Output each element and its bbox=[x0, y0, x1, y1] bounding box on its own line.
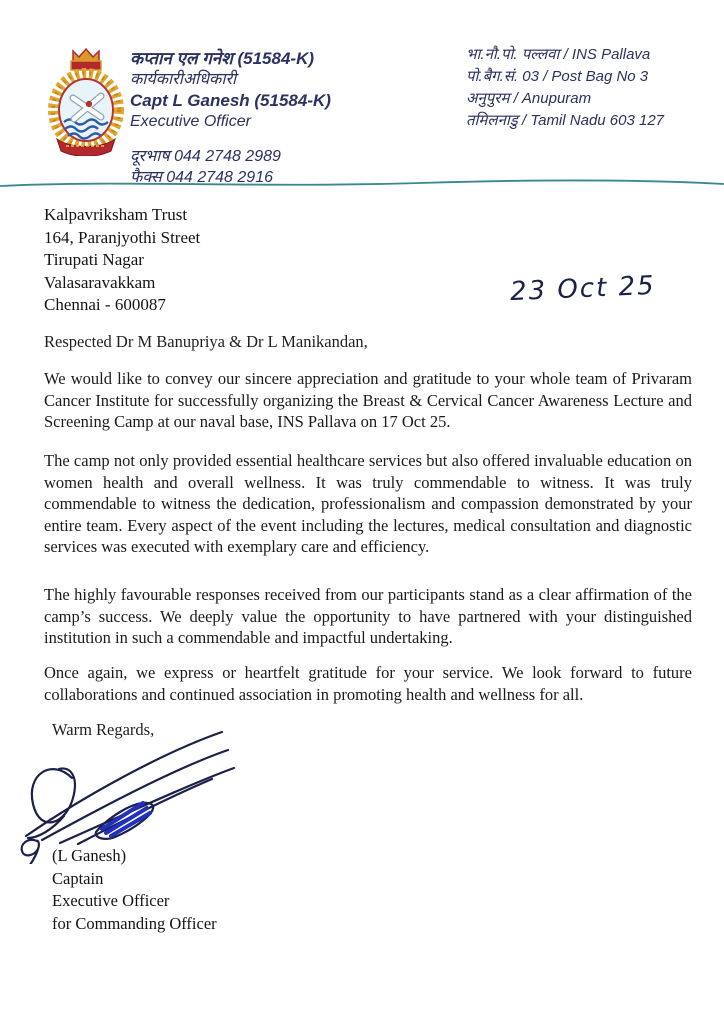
navy-crest-emblem bbox=[44, 46, 128, 156]
signature-ink bbox=[14, 724, 254, 864]
crest-crown-spikes bbox=[73, 49, 99, 62]
body-paragraph-1: We would like to convey our sincere appreciation and gratitude to your whole team of Privaram Cancer Institute for successfully organizing the Breast & Cervical Cancer Awareness Lecture and Screening Camp at our naval base, INS Pallava on 17 Oct 25. bbox=[44, 369, 692, 431]
station-line-tamil-nadu: तमिलनाडु / Tamil Nadu 603 127 bbox=[466, 112, 665, 129]
body-paragraph-4: Once again, we express or heartfelt gratitude for your service. We look forward to future collaborations and continued association in promoting health and wellness for all. bbox=[44, 663, 692, 704]
signer-rank: Captain bbox=[52, 868, 104, 888]
separator-stroke bbox=[0, 180, 724, 186]
recipient-street: 164, Paranjyothi Street bbox=[44, 227, 201, 247]
valediction: Warm Regards, bbox=[52, 720, 155, 739]
officer-name-english: Capt L Ganesh (51584-K) bbox=[130, 91, 331, 110]
recipient-area: Tirupati Nagar bbox=[44, 250, 144, 269]
crest-bird-body bbox=[86, 101, 92, 107]
signature-loop bbox=[32, 768, 75, 822]
officer-name-hindi: कप्तान एल गनेश (51584-K) bbox=[130, 49, 315, 68]
signer-name: (L Ganesh) bbox=[52, 846, 127, 865]
recipient-locality: Valasaravakkam bbox=[44, 272, 156, 292]
signature-block bbox=[52, 845, 217, 935]
recipient-address-block bbox=[44, 204, 200, 317]
body-paragraph-3: The highly favourable responses received from our participants stand as a clear affirmation of the camp’s success. We deeply value the opportunity to have partnered with your distinguished institution in such a commendable and impactful undertaking. bbox=[44, 585, 692, 647]
letterhead-station-block bbox=[466, 44, 716, 132]
recipient-name: Kalpavriksham Trust bbox=[44, 205, 188, 224]
station-line-ins-pallava: भा.नौ.पो. पल्लवा / INS Pallava bbox=[466, 46, 651, 63]
station-line-post-bag: पो.बैग.सं. 03 / Post Bag No 3 bbox=[466, 68, 649, 85]
handwritten-date: 23 Oct 25 bbox=[509, 270, 657, 308]
signer-title: Executive Officer bbox=[52, 891, 170, 910]
salutation: Respected Dr M Banupriya & Dr L Manikandan, bbox=[44, 332, 368, 351]
letterhead-separator-line bbox=[0, 176, 724, 192]
recipient-city-pin: Chennai - 600087 bbox=[44, 295, 166, 314]
officer-title-english: Executive Officer bbox=[130, 113, 251, 130]
signature-tail bbox=[16, 849, 38, 864]
officer-fax-line: फैक्स 044 2748 2916 bbox=[130, 169, 273, 186]
signature-stroke-3 bbox=[60, 768, 234, 843]
station-line-anupuram: अनुपुरम / Anupuram bbox=[466, 90, 592, 107]
officer-phone-line: दूरभाष 044 2748 2989 bbox=[130, 148, 281, 165]
body-paragraph-2: The camp not only provided essential healthcare services but also offered invaluable education on women health and overall wellness. It was truly commendable to witness. It was truly commendable to witness the dedication, professionalism and compassion demonstrated by your entire team. Every aspect of the event including the lectures, medical consultation and diagnostic services was executed with exemplary care and efficiency. bbox=[44, 451, 692, 556]
letterhead-officer-block bbox=[130, 48, 430, 188]
signer-for: for Commanding Officer bbox=[52, 913, 217, 933]
officer-title-hindi: कार्यकारीअधिकारी bbox=[130, 71, 237, 88]
